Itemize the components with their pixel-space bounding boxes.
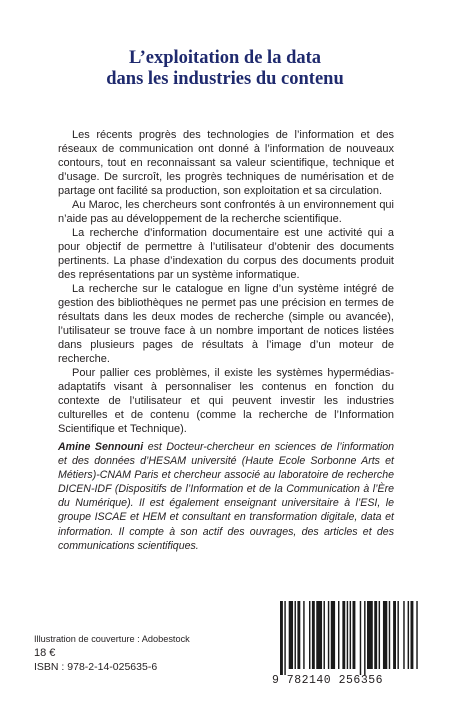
summary-paragraph-2: Au Maroc, les chercheurs sont confrontés à un environnement qui n’aide pas au développement de la recherche scientifique. (58, 199, 394, 225)
barcode-bar (316, 601, 322, 669)
barcode-bar (397, 601, 398, 669)
book-title-line-1: L’exploitation de la data (128, 48, 322, 68)
summary-text (58, 128, 394, 436)
barcode-bar (403, 601, 404, 669)
barcode-bar (379, 601, 380, 669)
barcode-bar (383, 601, 387, 669)
credits-block (34, 632, 190, 674)
barcode-bar (312, 601, 315, 669)
barcode-bar (360, 601, 361, 675)
barcode-bar (309, 601, 310, 669)
barcode-bar (374, 601, 377, 669)
book-title (0, 48, 450, 90)
summary-paragraph-3: La recherche d’information documentaire est une activité qui a pour objectif de permettre à l’utilisateur d’obtenir des documents pertinents. La phase d’indexation du corpus des documents produit des représentations par un système informatique. (58, 227, 394, 281)
summary-paragraph-1: Les récents progrès des technologies de l’information et des réseaux de communication ont donné à l’information de nouveaux contours, tout en reconnaissant sa valeur scientifique, technique et d’usage. De surcroît, les progrès techniques de numérisation et de partage ont facilité sa production, son exploitation et sa circulation. (58, 129, 394, 197)
summary-paragraph-4: La recherche sur le catalogue en ligne d’un système intégré de gestion des bibliothèques ne permet pas une précision en termes de résultats dans les deux modes de recherche (simple ou avancée), l’utilisateur se trouve face à un nombre important de notices listées dans plusieurs pages de résultats à l’image d’un moteur de recherche. (58, 283, 394, 365)
barcode-bars (268, 601, 424, 675)
barcode-bar (289, 601, 293, 669)
isbn: ISBN : 978-2-14-025635-6 (34, 661, 158, 673)
barcode-bar (328, 601, 329, 669)
book-title-line-2: dans les industries du contenu (106, 69, 344, 89)
barcode-bar (295, 601, 296, 669)
barcode-bar (280, 601, 283, 675)
barcode-bar (342, 601, 345, 669)
barcode-bar (367, 601, 373, 669)
barcode-bar (393, 601, 396, 669)
barcode-bar (389, 601, 390, 669)
barcode-bar (350, 601, 351, 669)
barcode-bar (284, 601, 285, 675)
summary-paragraph-5: Pour pallier ces problèmes, il existe les systèmes hypermédias-adaptatifs visant à personnaliser les contenus en fonction du contexte de l’utilisateur et qui peuvent investir les industries culturelles et de contenu (comme la recherche de l’Information Scientifique et Technique). (58, 367, 394, 435)
barcode-bar (338, 601, 339, 669)
author-bio (58, 440, 394, 553)
barcode-bar (347, 601, 348, 669)
barcode-bar (324, 601, 325, 669)
barcode-bar (353, 601, 356, 669)
barcode-digits: 9 782140 256356 (272, 674, 384, 687)
barcode-bar (303, 601, 304, 669)
barcode-bar (364, 601, 365, 675)
illustration-credit: Illustration de couverture : Adobestock (34, 634, 190, 644)
author-bio-text: est Docteur-chercheur en sciences de l’information et des données d’HESAM université (Haute Ecole Sorbonne Arts et Métiers)-CNAM Paris et chercheur associé au laboratoire de recherche DICEN-IDF (Dispositifs de l’Information et de la Communication à l’Ère du Numérique). Il est également enseignant universitaire à l’ESI, le groupe ISCAE et HEM et consultant en transformation digitale, data et information. Il compte à son actif des ouvrages, des articles et des communications scientifiques. (58, 441, 395, 552)
barcode-bar (416, 601, 417, 669)
barcode-bar (297, 601, 300, 669)
author-name: Amine Sennouni (58, 441, 144, 453)
barcode-bar (331, 601, 335, 669)
price: 18 € (34, 647, 56, 659)
barcode-bar (411, 601, 414, 669)
barcode-bar (408, 601, 409, 669)
